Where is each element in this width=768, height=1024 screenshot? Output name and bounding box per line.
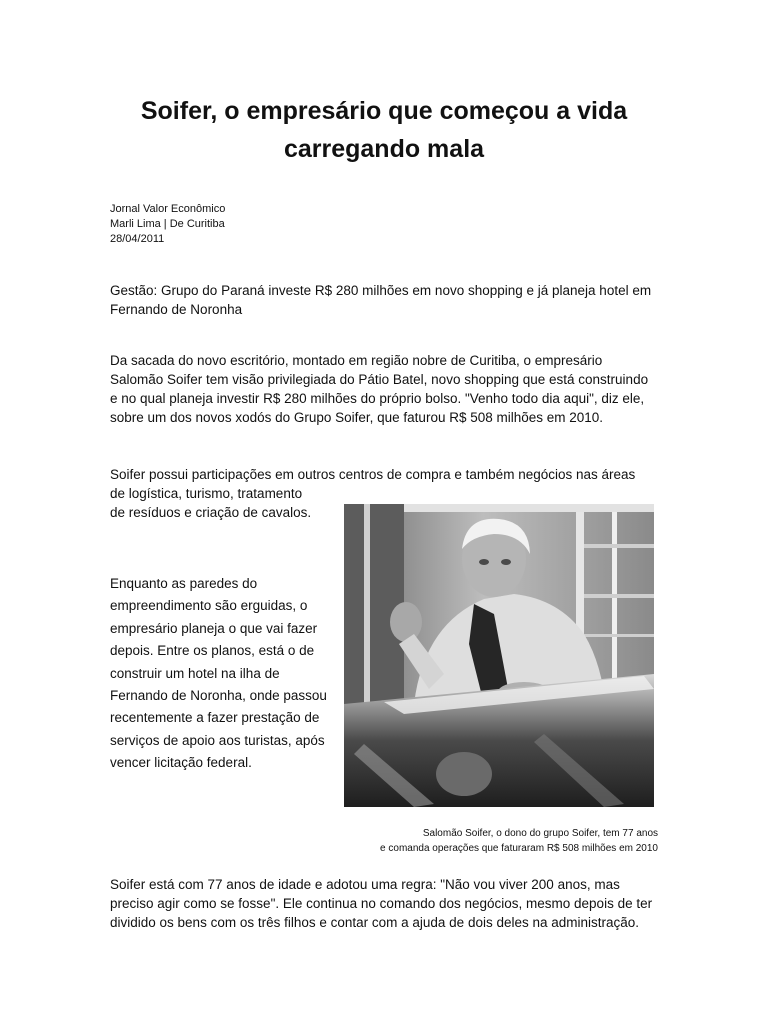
body-paragraph-3: Enquanto as paredes do empreendimento são erguidas, o empresário planeja o que vai fazer depois. Entre os planos, está o de construir um hotel na ilha de Fernando de Noronha, onde passou recentemente a fazer prestação de serviços de apoio aos turistas, após vencer licitação federal.	[110, 576, 327, 771]
lead-paragraph: Gestão: Grupo do Paraná investe R$ 280 milhões em novo shopping e já planeja hotel em Fernando de Noronha	[110, 283, 652, 317]
portrait-photo	[344, 504, 654, 807]
body-paragraph-4: Soifer está com 77 anos de idade e adotou uma regra: "Não vou viver 200 anos, mas preciso agir como se fosse". Ele continua no comando dos negócios, mesmo depois de ter dividido os bens com os três filhos e contar com a ajuda de dois deles na administração.	[110, 877, 653, 930]
source-text: Jornal Valor Econômico	[110, 203, 226, 215]
paragraph-2-line-1: Soifer possui participações em outros centros de compra e também negócios nas áreas	[110, 467, 636, 482]
date-text: 28/04/2011	[110, 233, 165, 245]
title-line-2: carregando mala	[283, 135, 485, 163]
title-line-1: Soifer, o empresário que começou a vida	[140, 97, 628, 125]
article-title	[90, 92, 678, 168]
photo-caption	[258, 826, 658, 856]
paragraph-2-line-2: de logística, turismo, tratamento	[110, 486, 303, 501]
caption-line-2: e comanda operações que faturaram R$ 508 milhões em 2010	[380, 843, 658, 854]
body-paragraph-1: Da sacada do novo escritório, montado em região nobre de Curitiba, o empresário Salomão Soifer tem visão privilegiada do Pátio Batel, novo shopping que está construindo e no qual planeja investir R$ 280 milhões do próprio bolso. "Venho todo dia aqui", diz ele, sobre um dos novos xodós do Grupo Soifer, que faturou R$ 508 milhões em 2010.	[110, 353, 649, 425]
article-meta	[110, 202, 225, 247]
paragraph-2-line-3: de resíduos e criação de cavalos.	[110, 505, 312, 520]
caption-line-1: Salomão Soifer, o dono do grupo Soifer, tem 77 anos	[422, 828, 658, 839]
author-text: Marli Lima | De Curitiba	[110, 218, 225, 230]
